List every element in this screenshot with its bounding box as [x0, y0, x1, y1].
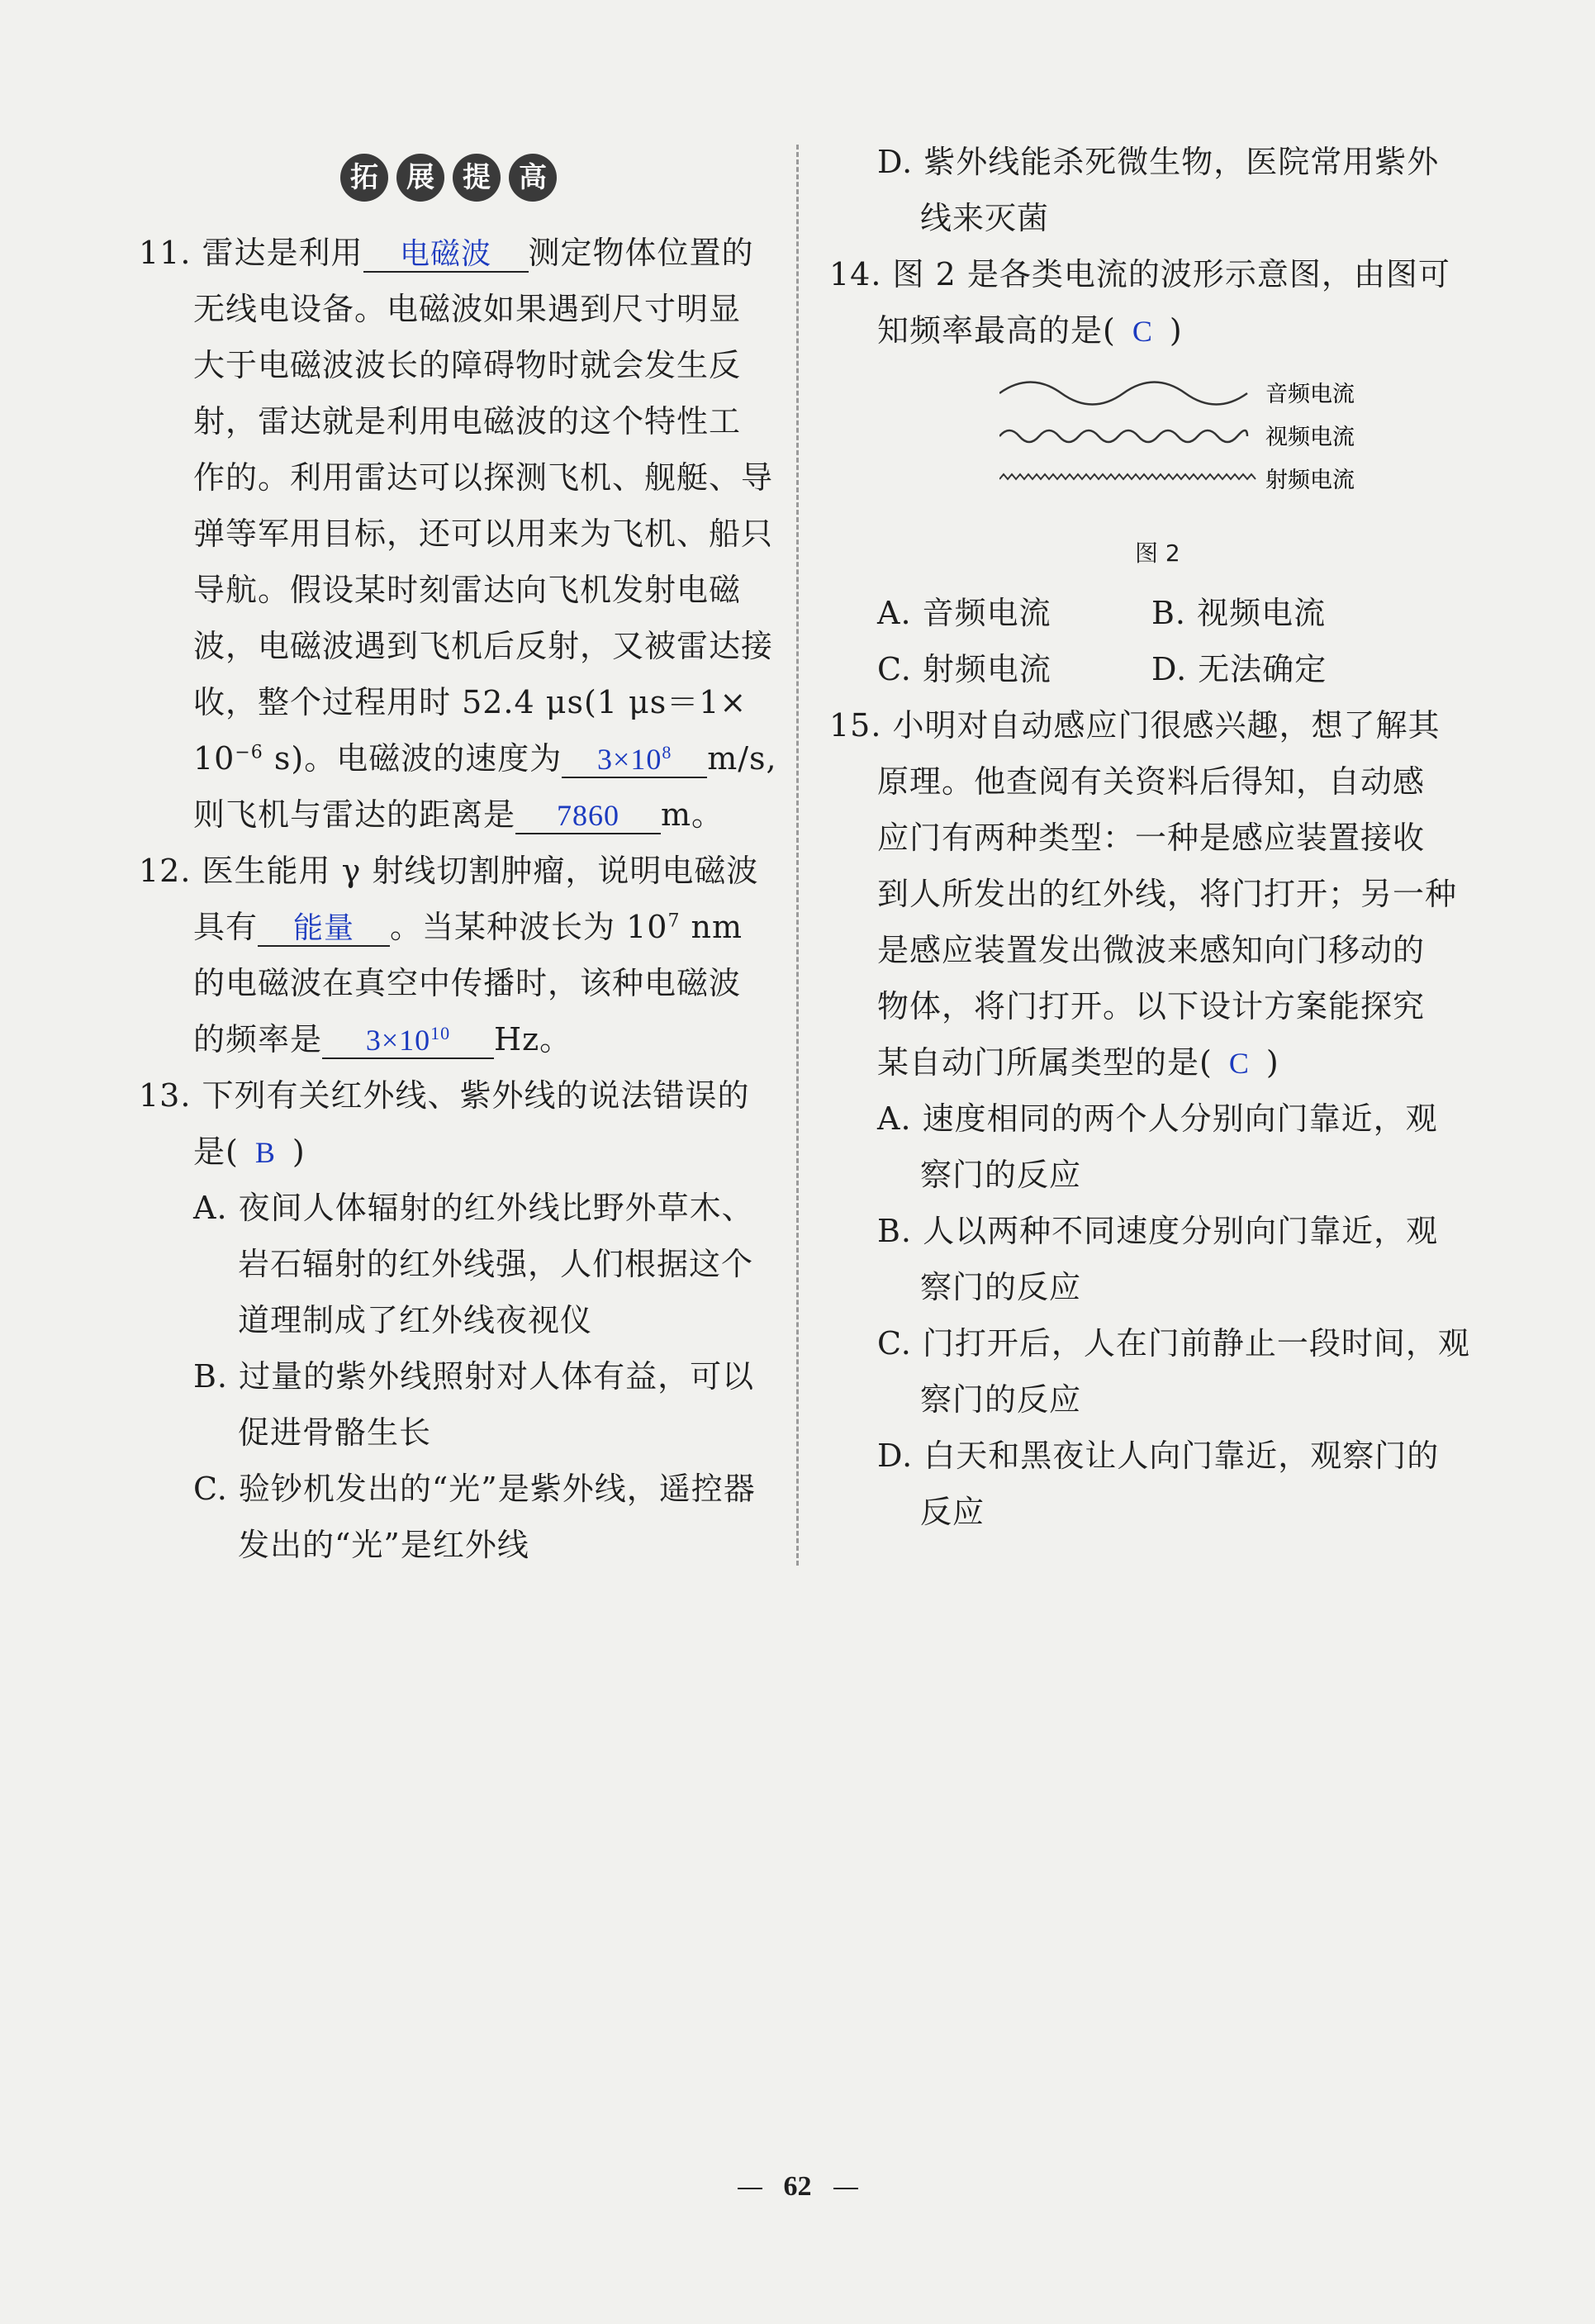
q13-option-cont: 道理制成了红外线夜视仪	[238, 1302, 593, 1338]
q12-line-2: 具有 能量 。当某种波长为 $10^7$ nm	[193, 909, 743, 945]
q15-option: C. 门打开后，人在门前静止一段时间，观	[877, 1325, 1470, 1362]
q13-option-cont: 发出的“光”是红外线	[238, 1527, 529, 1563]
section-badge: 拓	[340, 154, 388, 202]
q15-line: 应门有两种类型：一种是感应装置接收	[877, 820, 1426, 856]
q11-line-10: 则飞机与雷达的距离是 7860 m。	[193, 796, 724, 833]
q12-line-4: 的频率是 $3\times 10^{10}$ Hz。	[193, 1021, 572, 1057]
q15-option-cont: 反应	[920, 1494, 985, 1530]
handwritten-answer: C	[1228, 1047, 1250, 1080]
answer-blank	[322, 1019, 494, 1059]
q14-option: A. 音频电流	[877, 595, 1051, 631]
q13-option: C. 验钞机发出的“光”是紫外线，遥控器	[193, 1471, 756, 1507]
answer-blank	[562, 739, 707, 778]
question-number: 13.	[139, 1077, 192, 1114]
q15-line: 原理。他查阅有关资料后得知，自动感	[877, 763, 1426, 800]
q14-option: D. 无法确定	[1151, 651, 1327, 687]
section-badge: 提	[453, 154, 501, 202]
q13-option-cont: 线来灭菌	[920, 200, 1050, 236]
wave-label-rf: 射频电流	[1265, 468, 1355, 493]
q11-line: 收，整个过程用时 52.4 μs(1 μs＝1×	[193, 684, 748, 720]
rf-wave	[999, 474, 1256, 479]
q15-option: B. 人以两种不同速度分别向门靠近，观	[877, 1213, 1439, 1249]
q12-line-1: 12. 医生能用 γ 射线切割肿瘤，说明电磁波	[139, 853, 759, 889]
answer-blank	[515, 795, 661, 834]
q13-line-2: 是( B )	[193, 1133, 306, 1170]
q14-option: C. 射频电流	[877, 651, 1051, 687]
waveform-diagram	[999, 370, 1412, 494]
q15-option: D. 白天和黑夜让人向门靠近，观察门的	[877, 1438, 1440, 1474]
q15-option-cont: 察门的反应	[920, 1269, 1082, 1305]
q11-line: 大于电磁波波长的障碍物时就会发生反	[193, 347, 742, 383]
q11-line: 作的。利用雷达可以探测飞机、舰艇、导	[193, 459, 774, 496]
q13-option: B. 过量的紫外线照射对人体有益，可以	[193, 1358, 755, 1395]
section-header-badges	[340, 154, 557, 202]
footer-dash	[738, 2188, 762, 2189]
figure-caption: 图 2	[1135, 539, 1180, 567]
handwritten-answer: B	[254, 1136, 276, 1169]
q14-line-2: 知频率最高的是( C )	[877, 312, 1183, 349]
q11-line-9: $10^{-6}$ s)。电磁波的速度为 $3\times 10^8$ m/s,	[193, 740, 777, 777]
waveform-figure	[999, 370, 1412, 494]
q13-line-1: 13. 下列有关红外线、紫外线的说法错误的	[139, 1077, 750, 1114]
footer-dash	[833, 2188, 858, 2189]
q15-option: A. 速度相同的两个人分别向门靠近，观	[877, 1100, 1438, 1137]
q15-option-cont: 察门的反应	[920, 1381, 1082, 1418]
q11-line: 波，电磁波遇到飞机后反射，又被雷达接	[193, 628, 774, 664]
page-footer	[0, 2171, 1595, 2203]
question-number: 15.	[829, 707, 882, 744]
q15-line-7: 某自动门所属类型的是( C )	[877, 1044, 1279, 1081]
wave-label-audio: 音频电流	[1265, 382, 1355, 407]
q14-option: B. 视频电流	[1151, 595, 1327, 631]
q14-line-1: 14. 图 2 是各类电流的波形示意图，由图可	[829, 256, 1450, 292]
q15-line: 到人所发出的红外线，将门打开；另一种	[877, 876, 1458, 912]
q13-option-cont: 岩石辐射的红外线强，人们根据这个	[238, 1246, 754, 1282]
q15-line: 物体，将门打开。以下设计方案能探究	[877, 988, 1426, 1024]
q11-line: 导航。假设某时刻雷达向飞机发射电磁	[193, 572, 742, 608]
page-number: 62	[783, 2171, 812, 2202]
handwritten-answer: 7860	[557, 799, 620, 832]
handwritten-answer: C	[1132, 315, 1153, 348]
wave-label-video: 视频电流	[1265, 425, 1355, 450]
q13-option: A. 夜间人体辐射的红外线比野外草木、	[193, 1190, 754, 1226]
handwritten-answer: $3\times 10^{10}$	[365, 1023, 451, 1057]
q15-line: 是感应装置发出微波来感知向门移动的	[877, 932, 1426, 968]
section-badge: 高	[509, 154, 557, 202]
q15-option-cont: 察门的反应	[920, 1157, 1082, 1193]
video-wave	[999, 430, 1247, 442]
q12-line: 的电磁波在真空中传播时，该种电磁波	[193, 965, 742, 1001]
q15-line-1: 15. 小明对自动感应门很感兴趣，想了解其	[829, 707, 1441, 744]
handwritten-answer: $3\times 10^8$	[597, 742, 672, 776]
q13-option-cont: 促进骨骼生长	[238, 1414, 432, 1451]
q11-line: 射，雷达就是利用电磁波的这个特性工	[193, 403, 742, 440]
handwritten-answer: 电磁波	[400, 237, 492, 270]
question-number: 14.	[829, 256, 882, 292]
q11-line-1: 11. 雷达是利用 电磁波 测定物体位置的	[139, 235, 754, 271]
question-number: 11.	[139, 235, 192, 271]
section-badge: 展	[396, 154, 444, 202]
answer-blank	[258, 907, 390, 947]
q11-line: 弹等军用目标，还可以用来为飞机、船只	[193, 516, 774, 552]
q11-line: 无线电设备。电磁波如果遇到尺寸明显	[193, 291, 742, 327]
q13-option: D. 紫外线能杀死微生物，医院常用紫外	[877, 144, 1440, 180]
handwritten-answer: 能量	[293, 911, 355, 944]
audio-wave	[999, 383, 1247, 405]
column-divider	[796, 145, 799, 1566]
question-number: 12.	[139, 853, 192, 889]
answer-blank	[363, 233, 529, 273]
